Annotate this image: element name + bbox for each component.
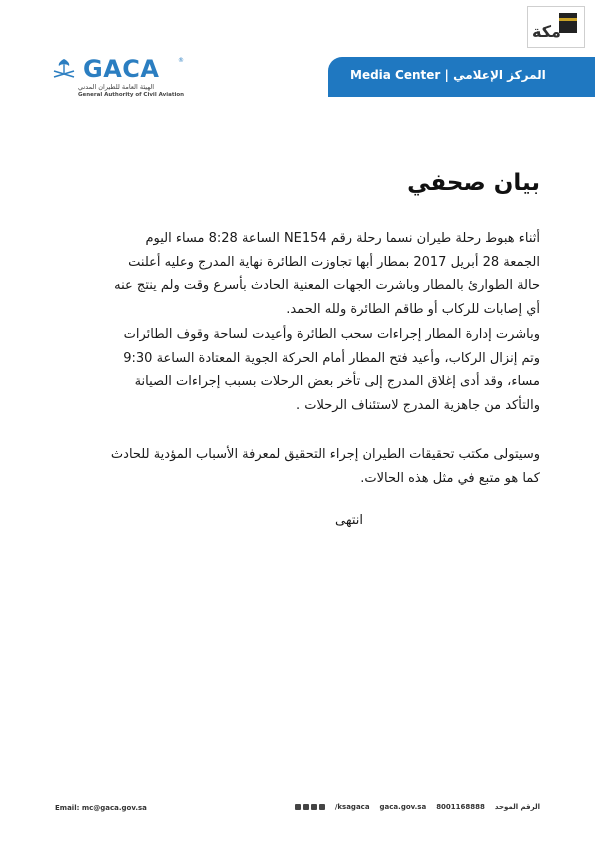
paragraph-line: أثناء هبوط رحلة طيران نسما رحلة رقم NE154 الساعة 8:28 مساء اليوم xyxy=(145,231,540,246)
palm-swords-emblem-icon xyxy=(50,57,78,81)
gaca-english-name: General Authority of Civil Aviation xyxy=(78,92,185,98)
page-title: بيان صحفي xyxy=(407,170,540,196)
corner-logo-text: مكة xyxy=(532,22,561,41)
footer-phone: 8001168888 xyxy=(436,803,485,811)
closing-text: انتهى xyxy=(335,513,363,528)
footer-social-handle[interactable]: /ksagaca xyxy=(334,803,370,811)
kaaba-icon xyxy=(559,13,577,33)
paragraph-1 xyxy=(50,227,540,321)
snapchat-icon[interactable] xyxy=(319,804,325,810)
corner-watermark-logo xyxy=(527,6,585,48)
media-center-banner xyxy=(328,57,595,97)
paragraph-line: كما هو متبع في مثل هذه الحالات. xyxy=(360,470,540,486)
paragraph-2 xyxy=(50,323,540,417)
paragraph-line: حالة الطوارئ بالمطار وباشرت الجهات المعنية الحادث بأسرع وقت ولم ينتج عنه xyxy=(114,278,540,293)
paragraph-line: مساء، وقد أدى إغلاق المدرج إلى تأخر بعض الرحلات بسبب إجراءات الصيانة xyxy=(134,374,540,389)
paragraph-3 xyxy=(50,443,540,490)
paragraph-line: أي إصابات للركاب أو طاقم الطائرة ولله الحمد. xyxy=(286,301,540,317)
paragraph-line: وسيتولى مكتب تحقيقات الطيران إجراء التحقيق لمعرفة الأسباب المؤدية للحادث xyxy=(110,447,540,462)
footer-email[interactable]: Email: mc@gaca.gov.sa xyxy=(55,804,147,812)
instagram-icon[interactable] xyxy=(303,804,309,810)
paragraph-line: والتأكد من جاهزية المدرج لاستئناف الرحلات . xyxy=(295,397,540,413)
paragraph-line: وتم إنزال الركاب، وأعيد فتح المطار أمام الحركة الجوية المعتادة الساعة 9:30 xyxy=(123,350,540,366)
youtube-icon[interactable] xyxy=(311,804,317,810)
footer xyxy=(55,803,540,817)
gaca-logo xyxy=(50,55,185,103)
social-icons xyxy=(295,804,325,810)
footer-website[interactable]: gaca.gov.sa xyxy=(379,803,427,811)
twitter-icon[interactable] xyxy=(295,804,301,810)
gaca-arabic-name: الهيئة العامة للطيران المدني xyxy=(78,83,155,91)
registered-mark: ® xyxy=(178,57,184,64)
footer-phone-label: الرقم الموحد xyxy=(494,803,540,811)
gaca-wordmark: GACA xyxy=(83,55,160,83)
paragraph-line: وباشرت إدارة المطار إجراءات سحب الطائرة وأعيدت لساحة وقوف الطائرات xyxy=(123,327,540,342)
media-center-label: Media Center | المركز الإعلامي xyxy=(350,68,546,82)
footer-contacts xyxy=(295,803,540,811)
paragraph-line: الجمعة 28 أبريل 2017 بمطار أبها تجاوزت الطائرة نهاية المدرج وعليه أعلنت xyxy=(128,254,540,270)
